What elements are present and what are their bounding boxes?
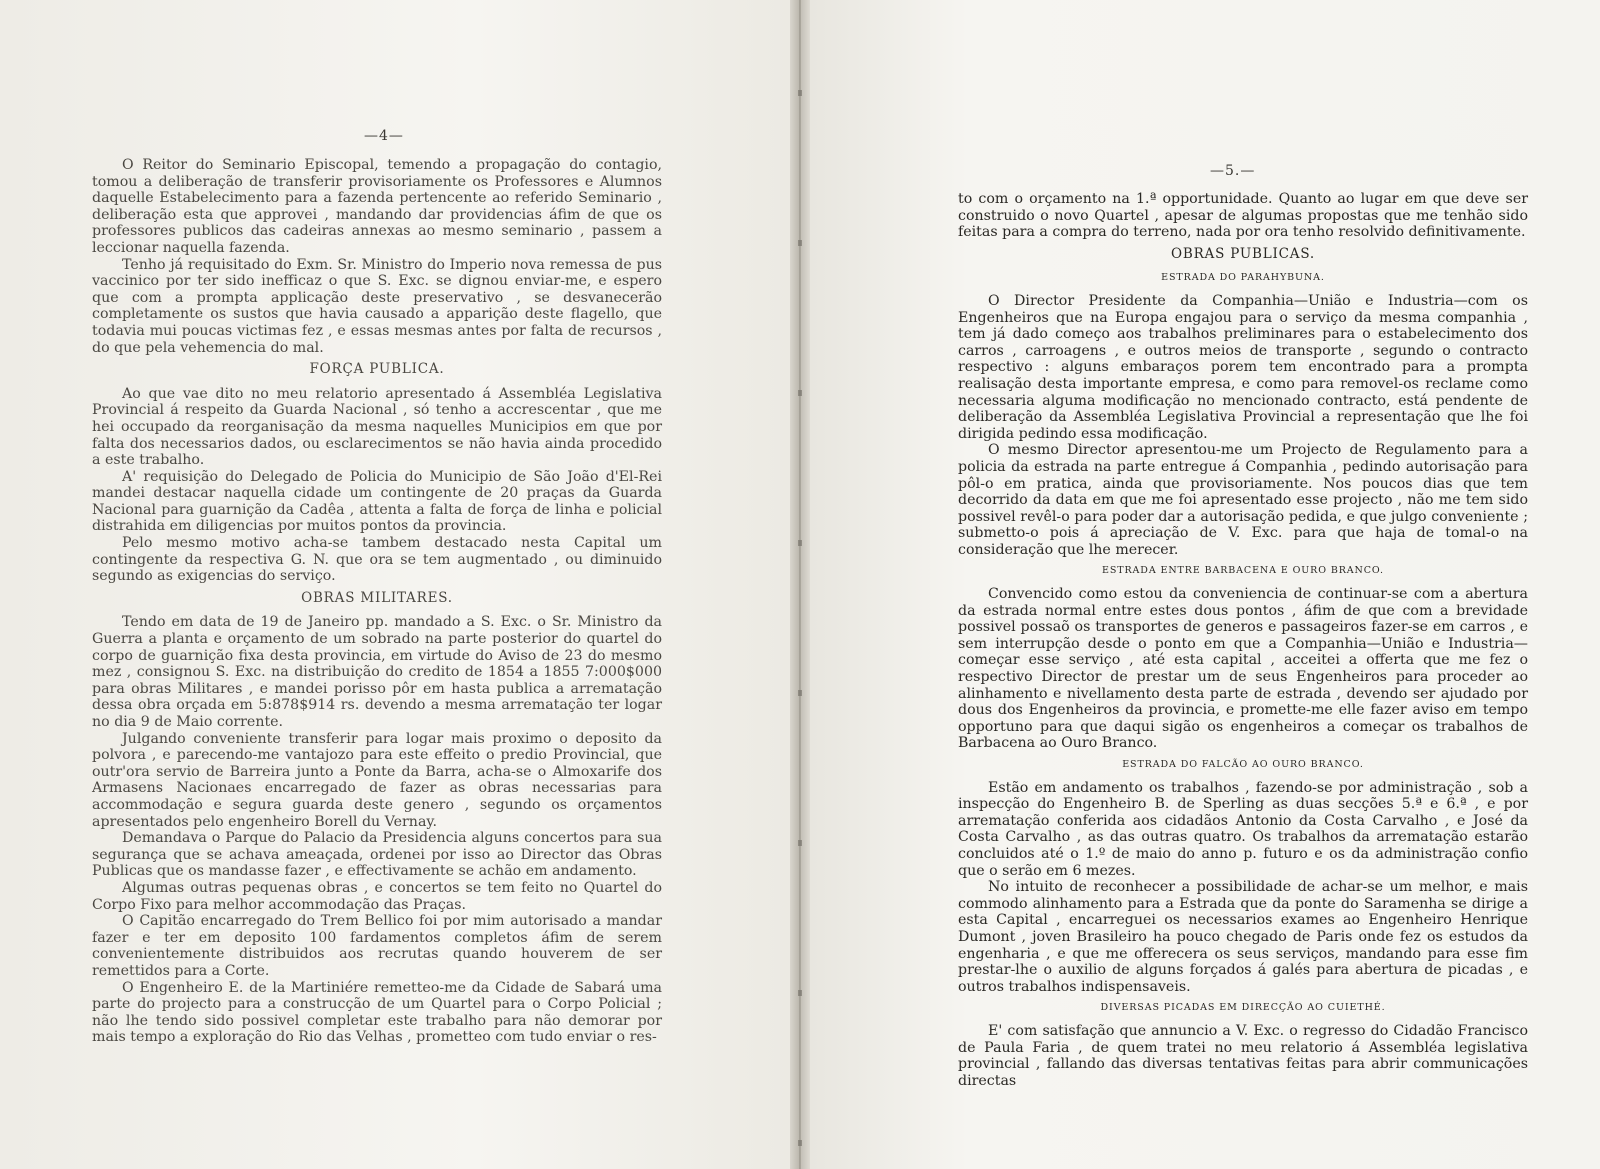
paragraph: A' requisição do Delegado de Policia do Municipio de São João d'El-Rei mandei destacar naquella cidade um contingente de 20 praças da Guarda Nacional para guarnição da Cadêa , attenta a falta de força de linha e policial distrahida em diligencias por muitos pontos da provincia. — [92, 468, 662, 535]
paragraph: Algumas outras pequenas obras , e concertos se tem feito no Quartel do Corpo Fixo para melhor accommodação das Praças. — [92, 879, 662, 913]
paragraph: O Director Presidente da Companhia—União e Industria—com os Engenheiros que na Europa engajou para o serviço da mesma companhia , tem já dado começo aos trabalhos preliminares para o estabelecimento dos carros , carroagens , e outros meios de transporte , segundo o contracto respectivo : alguns embaraços porem tem encontrado para a prompta realisação desta importante empresa, e como para removel-os reclame como necessaria alguma modificação no mencionado contracto, está pendente de deliberação da Assembléa Legislativa Provincial a representação que lhe foi dirigida pedindo essa modificação. — [958, 292, 1528, 442]
left-page-number: —4— — [364, 128, 404, 144]
paragraph: Julgando conveniente transferir para logar mais proximo o deposito da polvora , e parecendo-me vantajozo para este effeito o predio Provincial, que outr'ora servio de Barreira junto a Ponte da Barra, acha-se o Almoxarife dos Armasens Nacionaes encarregado de fazer as obras necessarias para accommodação e segura guarda deste genero , segundo os orçamentos apresentados pelo engenheiro Borell du Vernay. — [92, 730, 662, 830]
sub-heading: DIVERSAS PICADAS EM DIRECÇÃO AO CUIETHÉ. — [1100, 1002, 1386, 1014]
left-page — [0, 0, 790, 1169]
section-heading: FORÇA PUBLICA. — [309, 361, 445, 378]
gutter-binding-marks — [798, 0, 802, 1169]
paragraph: Tenho já requisitado do Exm. Sr. Ministro do Imperio nova remessa de pus vaccinico por ter sido inefficaz o que S. Exc. se dignou enviar-me, e espero que com a prompta applicação deste preservativo , se desvanecerão completamente os sustos que havia causado a apparição deste flagello, que todavia mui poucas victimas fez , e essas mesmas antes por falta de recursos , do que pela vehemencia do mal. — [92, 256, 662, 356]
paragraph: Tendo em data de 19 de Janeiro pp. mandado a S. Exc. o Sr. Ministro da Guerra a planta e orçamento de um sobrado na parte posterior do quartel do corpo de guarnição fixa desta provincia, em virtude do Aviso de 23 do mesmo mez , consignou S. Exc. na distribuição do credito de 1854 a 1855 7:000$000 para obras Militares , e mandei porisso pôr em hasta publica a arrematação dessa obra orçada em 5:878$914 rs. devendo a mesma arrematação ter logar no dia 9 de Maio corrente. — [92, 614, 662, 730]
section-heading: OBRAS MILITARES. — [301, 589, 453, 606]
paragraph: E' com satisfação que annuncio a V. Exc. o regresso do Cidadão Francisco de Paula Faria , de quem tratei no meu relatorio á Assembléa legislativa provincial , fallando das diversas tentativas feitas para abrir communicações directas — [958, 1022, 1528, 1089]
paragraph: O Capitão encarregado do Trem Bellico foi por mim autorisado a mandar fazer e ter em deposito 100 fardamentos completos áfim de serem convenientemente distribuidos aos recrutas quando houverem de ser remettidos para a Corte. — [92, 913, 662, 979]
paragraph: O Engenheiro E. de la Martiniére remetteo-me da Cidade de Sabará uma parte do projecto para a construcção de um Quartel para o Corpo Policial ; não lhe tendo sido possivel completar este trabalho para não demorar por mais tempo a exploração do Rio das Velhas , prometteo com tudo enviar o res- — [92, 979, 662, 1046]
paragraph: O Reitor do Seminario Episcopal, temendo a propagação do contagio, tomou a deliberação de transferir provisoriamente os Professores e Alumnos daquelle Estabelecimento para a fazenda pertencente ao referido Seminario , deliberação esta que approvei , mandando dar providencias áfim de que os professores publicos das cadeiras annexas ao mesmo seminario , passem a leccionar naquella fazenda. — [92, 157, 662, 256]
sub-heading: ESTRADA DO FALCÃO AO OURO BRANCO. — [1122, 759, 1364, 770]
sub-heading: ESTRADA ENTRE BARBACENA E OURO BRANCO. — [1102, 565, 1384, 577]
paragraph: Demandava o Parque do Palacio da Presidencia alguns concertos para sua segurança que se achava ameaçada, ordenei por isso ao Director das Obras Publicas que os mandasse fazer , e effectivamente se achão em andamento. — [92, 830, 662, 880]
paragraph: O mesmo Director apresentou-me um Projecto de Regulamento para a policia da estrada na parte entregue á Companhia , pedindo autorisação para pôl-o em pratica, ainda que provisoriamente. Nos poucos dias que tem decorrido da data em que me foi apresentado esse projecto , não me tem sido possivel revêl-o para poder dar a autorisação pedida, e que julgo conveniente ; submetto-o pois á apreciação de V. Exc. para que haja de tomal-o na consideração que lhe merecer. — [958, 442, 1528, 558]
paragraph: to com o orçamento na 1.ª opportunidade. Quanto ao lugar em que deve ser construido o novo Quartel , apesar de algumas propostas que me tenhão sido feitas para a compra do terreno, nada por ora tenho resolvido definitivamente. — [958, 191, 1528, 241]
paragraph: Estão em andamento os trabalhos , fazendo-se por administração , sob a inspecção do Engenheiro B. de Sperling as duas secções 5.ª e 6.ª , e por arrematação conferida aos cidadãos Antonio da Costa Carvalho , e José da Costa Carvalho , as das outras quatro. Os trabalhos da arrematação estarão concluidos até o 1.º de maio do anno p. futuro e os da administração confio que o serão em 6 mezes. — [958, 779, 1528, 879]
paragraph: Pelo mesmo motivo acha-se tambem destacado nesta Capital um contingente da respectiva G. N. que ora se tem augmentado , ou diminuido segundo as exigencias do serviço. — [92, 535, 662, 585]
section-heading: OBRAS PUBLICAS. — [1170, 245, 1316, 262]
right-text-column — [958, 191, 1528, 1089]
paragraph: Convencido como estou da conveniencia de continuar-se com a abertura da estrada normal entre estes dous pontos , áfim de que com a brevidade possivel possaõ os transportes de generos e passageiros fazer-se em carros , e sem interrupção desde o ponto em que a Companhia—União e Industria—começar esse serviço , até esta capital , acceitei a offerta que me fez o respectivo Director de prestar um de seus Engenheiros para proceder ao alinhamento e nivellamento desta parte de estrada , devendo ser ajudado por dous dos Engenheiros da provincia, e promette-me elle fazer aviso em tempo opportuno para que daqui sigão os engenheiros a começar os trabalhos de Barbacena ao Ouro Branco. — [958, 586, 1528, 752]
sub-heading: ESTRADA DO PARAHYBUNA. — [1161, 272, 1325, 284]
paragraph: No intuito de reconhecer a possibilidade de achar-se um melhor, e mais commodo alinhamento para a Estrada que da ponte do Saramenha se dirige a esta Capital , encarreguei os necessarios exames ao Engenheiro Henrique Dumont , joven Brasileiro ha pouco chegado de Paris onde fez os estudos da engenharia , e que me offerecera os seus serviços, mandando para esse fim prestar-lhe o auxilio de alguns forçados á galés para abertura de picadas , e outros trabalhos indispensaveis. — [958, 879, 1528, 995]
right-page-number: —5.— — [1210, 163, 1256, 179]
right-page — [810, 0, 1600, 1169]
left-text-column — [92, 157, 662, 1046]
paragraph: Ao que vae dito no meu relatorio apresentado á Assembléa Legislativa Provincial á respeito da Guarda Nacional , só tenho a accrescentar , que me hei occupado da reorganisação da mesma naquelles Municipios em que por falta dos necessarios dados, ou esclarecimentos se não havia ainda procedido a este trabalho. — [92, 385, 662, 469]
